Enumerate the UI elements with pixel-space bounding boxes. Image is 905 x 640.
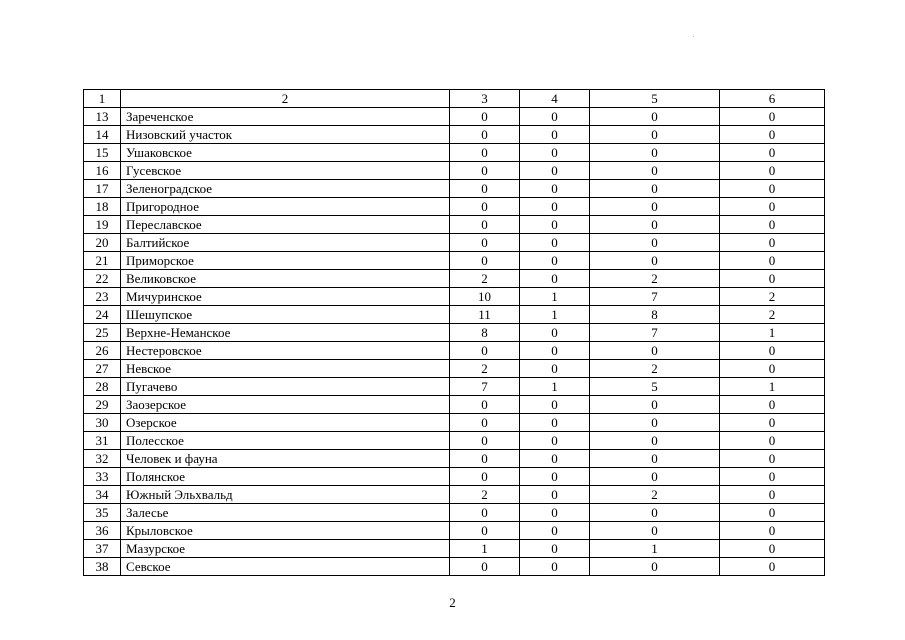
data-table [83, 89, 825, 576]
value-cell-col6: 2 [720, 288, 825, 306]
row-number-cell: 20 [84, 234, 121, 252]
territory-name-cell: Ушаковское [121, 144, 450, 162]
table-row [84, 126, 825, 144]
header-cell: 3 [450, 90, 520, 108]
header-cell: 2 [121, 90, 450, 108]
row-number-cell: 13 [84, 108, 121, 126]
value-cell-col4: 0 [520, 558, 590, 576]
value-cell-col6: 0 [720, 468, 825, 486]
row-number-cell: 23 [84, 288, 121, 306]
row-number-cell: 37 [84, 540, 121, 558]
row-number-cell: 18 [84, 198, 121, 216]
value-cell-col5: 0 [590, 180, 720, 198]
value-cell-col6: 0 [720, 180, 825, 198]
value-cell-col5: 0 [590, 198, 720, 216]
table-row [84, 468, 825, 486]
value-cell-col3: 10 [450, 288, 520, 306]
territory-name-cell: Залесье [121, 504, 450, 522]
value-cell-col3: 1 [450, 540, 520, 558]
value-cell-col6: 0 [720, 234, 825, 252]
row-number-cell: 26 [84, 342, 121, 360]
value-cell-col6: 0 [720, 486, 825, 504]
scan-speck [693, 36, 694, 37]
value-cell-col5: 0 [590, 126, 720, 144]
table-row [84, 540, 825, 558]
table-row [84, 162, 825, 180]
territory-name-cell: Озерское [121, 414, 450, 432]
territory-name-cell: Южный Эльхвальд [121, 486, 450, 504]
table-row [84, 144, 825, 162]
table-row [84, 360, 825, 378]
row-number-cell: 27 [84, 360, 121, 378]
value-cell-col5: 0 [590, 162, 720, 180]
table-row [84, 396, 825, 414]
territory-name-cell: Переславское [121, 216, 450, 234]
value-cell-col6: 0 [720, 414, 825, 432]
row-number-cell: 32 [84, 450, 121, 468]
value-cell-col6: 0 [720, 360, 825, 378]
value-cell-col5: 0 [590, 558, 720, 576]
territory-name-cell: Полянское [121, 468, 450, 486]
header-cell: 1 [84, 90, 121, 108]
value-cell-col3: 11 [450, 306, 520, 324]
row-number-cell: 14 [84, 126, 121, 144]
table-body [84, 90, 825, 576]
header-cell: 4 [520, 90, 590, 108]
table-row [84, 234, 825, 252]
value-cell-col5: 0 [590, 252, 720, 270]
value-cell-col6: 0 [720, 558, 825, 576]
territory-name-cell: Шешупское [121, 306, 450, 324]
row-number-cell: 35 [84, 504, 121, 522]
row-number-cell: 24 [84, 306, 121, 324]
row-number-cell: 19 [84, 216, 121, 234]
value-cell-col3: 0 [450, 432, 520, 450]
value-cell-col3: 2 [450, 486, 520, 504]
value-cell-col4: 0 [520, 252, 590, 270]
value-cell-col4: 0 [520, 360, 590, 378]
value-cell-col4: 0 [520, 432, 590, 450]
value-cell-col5: 0 [590, 396, 720, 414]
value-cell-col4: 0 [520, 486, 590, 504]
table-row [84, 504, 825, 522]
header-cell: 6 [720, 90, 825, 108]
value-cell-col6: 0 [720, 162, 825, 180]
table-row [84, 198, 825, 216]
territory-name-cell: Верхне-Неманское [121, 324, 450, 342]
territory-name-cell: Зеленоградское [121, 180, 450, 198]
value-cell-col6: 1 [720, 378, 825, 396]
value-cell-col5: 8 [590, 306, 720, 324]
value-cell-col3: 0 [450, 342, 520, 360]
row-number-cell: 36 [84, 522, 121, 540]
table-row [84, 414, 825, 432]
value-cell-col4: 0 [520, 180, 590, 198]
value-cell-col3: 0 [450, 252, 520, 270]
value-cell-col3: 2 [450, 360, 520, 378]
value-cell-col4: 0 [520, 540, 590, 558]
value-cell-col4: 0 [520, 396, 590, 414]
table-row [84, 180, 825, 198]
value-cell-col6: 1 [720, 324, 825, 342]
value-cell-col5: 0 [590, 234, 720, 252]
table-row [84, 432, 825, 450]
header-row [84, 90, 825, 108]
value-cell-col3: 0 [450, 162, 520, 180]
row-number-cell: 17 [84, 180, 121, 198]
table-row [84, 324, 825, 342]
value-cell-col3: 8 [450, 324, 520, 342]
table-row [84, 306, 825, 324]
value-cell-col3: 0 [450, 450, 520, 468]
value-cell-col4: 0 [520, 126, 590, 144]
value-cell-col6: 0 [720, 432, 825, 450]
value-cell-col6: 0 [720, 270, 825, 288]
value-cell-col4: 0 [520, 504, 590, 522]
table-row [84, 270, 825, 288]
value-cell-col3: 0 [450, 216, 520, 234]
value-cell-col5: 7 [590, 324, 720, 342]
value-cell-col6: 0 [720, 540, 825, 558]
value-cell-col6: 0 [720, 198, 825, 216]
value-cell-col4: 0 [520, 198, 590, 216]
row-number-cell: 25 [84, 324, 121, 342]
value-cell-col4: 0 [520, 270, 590, 288]
value-cell-col3: 0 [450, 108, 520, 126]
row-number-cell: 38 [84, 558, 121, 576]
territory-name-cell: Зареченское [121, 108, 450, 126]
table-row [84, 450, 825, 468]
value-cell-col6: 0 [720, 342, 825, 360]
value-cell-col4: 0 [520, 108, 590, 126]
value-cell-col6: 0 [720, 126, 825, 144]
value-cell-col4: 0 [520, 414, 590, 432]
territory-name-cell: Мазурское [121, 540, 450, 558]
territory-name-cell: Севское [121, 558, 450, 576]
row-number-cell: 31 [84, 432, 121, 450]
value-cell-col5: 0 [590, 414, 720, 432]
value-cell-col6: 0 [720, 108, 825, 126]
value-cell-col5: 0 [590, 144, 720, 162]
row-number-cell: 30 [84, 414, 121, 432]
territory-name-cell: Невское [121, 360, 450, 378]
row-number-cell: 22 [84, 270, 121, 288]
value-cell-col5: 0 [590, 450, 720, 468]
territory-name-cell: Великовское [121, 270, 450, 288]
value-cell-col4: 0 [520, 144, 590, 162]
table-row [84, 378, 825, 396]
territory-name-cell: Нестеровское [121, 342, 450, 360]
territory-name-cell: Крыловское [121, 522, 450, 540]
value-cell-col6: 0 [720, 144, 825, 162]
value-cell-col4: 0 [520, 468, 590, 486]
value-cell-col5: 0 [590, 432, 720, 450]
value-cell-col5: 2 [590, 360, 720, 378]
value-cell-col3: 7 [450, 378, 520, 396]
value-cell-col4: 0 [520, 216, 590, 234]
value-cell-col3: 0 [450, 396, 520, 414]
value-cell-col3: 0 [450, 126, 520, 144]
territory-name-cell: Приморское [121, 252, 450, 270]
value-cell-col3: 0 [450, 144, 520, 162]
value-cell-col5: 5 [590, 378, 720, 396]
row-number-cell: 34 [84, 486, 121, 504]
value-cell-col3: 0 [450, 234, 520, 252]
value-cell-col5: 7 [590, 288, 720, 306]
value-cell-col4: 1 [520, 378, 590, 396]
value-cell-col5: 1 [590, 540, 720, 558]
territory-name-cell: Балтийское [121, 234, 450, 252]
territory-name-cell: Пригородное [121, 198, 450, 216]
value-cell-col3: 0 [450, 504, 520, 522]
row-number-cell: 29 [84, 396, 121, 414]
territory-name-cell: Заозерское [121, 396, 450, 414]
value-cell-col6: 0 [720, 252, 825, 270]
table-row [84, 342, 825, 360]
value-cell-col3: 0 [450, 180, 520, 198]
value-cell-col6: 0 [720, 504, 825, 522]
value-cell-col5: 2 [590, 270, 720, 288]
table-row [84, 216, 825, 234]
value-cell-col3: 2 [450, 270, 520, 288]
table-row [84, 558, 825, 576]
territory-name-cell: Человек и фауна [121, 450, 450, 468]
territory-name-cell: Гусевское [121, 162, 450, 180]
value-cell-col5: 0 [590, 342, 720, 360]
value-cell-col4: 0 [520, 234, 590, 252]
header-cell: 5 [590, 90, 720, 108]
value-cell-col5: 2 [590, 486, 720, 504]
row-number-cell: 16 [84, 162, 121, 180]
value-cell-col5: 0 [590, 504, 720, 522]
row-number-cell: 33 [84, 468, 121, 486]
value-cell-col3: 0 [450, 468, 520, 486]
value-cell-col3: 0 [450, 558, 520, 576]
value-cell-col6: 0 [720, 396, 825, 414]
page-number: 2 [449, 595, 456, 610]
value-cell-col4: 1 [520, 306, 590, 324]
value-cell-col6: 2 [720, 306, 825, 324]
value-cell-col3: 0 [450, 522, 520, 540]
value-cell-col5: 0 [590, 468, 720, 486]
value-cell-col4: 1 [520, 288, 590, 306]
value-cell-col6: 0 [720, 450, 825, 468]
value-cell-col4: 0 [520, 450, 590, 468]
value-cell-col5: 0 [590, 522, 720, 540]
territory-name-cell: Низовский участок [121, 126, 450, 144]
territory-name-cell: Пугачево [121, 378, 450, 396]
value-cell-col6: 0 [720, 522, 825, 540]
value-cell-col6: 0 [720, 216, 825, 234]
table-row [84, 288, 825, 306]
value-cell-col3: 0 [450, 414, 520, 432]
territory-name-cell: Мичуринское [121, 288, 450, 306]
value-cell-col4: 0 [520, 342, 590, 360]
table-row [84, 108, 825, 126]
value-cell-col5: 0 [590, 108, 720, 126]
value-cell-col3: 0 [450, 198, 520, 216]
value-cell-col4: 0 [520, 324, 590, 342]
value-cell-col5: 0 [590, 216, 720, 234]
table-row [84, 486, 825, 504]
table-row [84, 522, 825, 540]
value-cell-col4: 0 [520, 522, 590, 540]
table-row [84, 252, 825, 270]
row-number-cell: 21 [84, 252, 121, 270]
row-number-cell: 15 [84, 144, 121, 162]
row-number-cell: 28 [84, 378, 121, 396]
territory-name-cell: Полесское [121, 432, 450, 450]
value-cell-col4: 0 [520, 162, 590, 180]
